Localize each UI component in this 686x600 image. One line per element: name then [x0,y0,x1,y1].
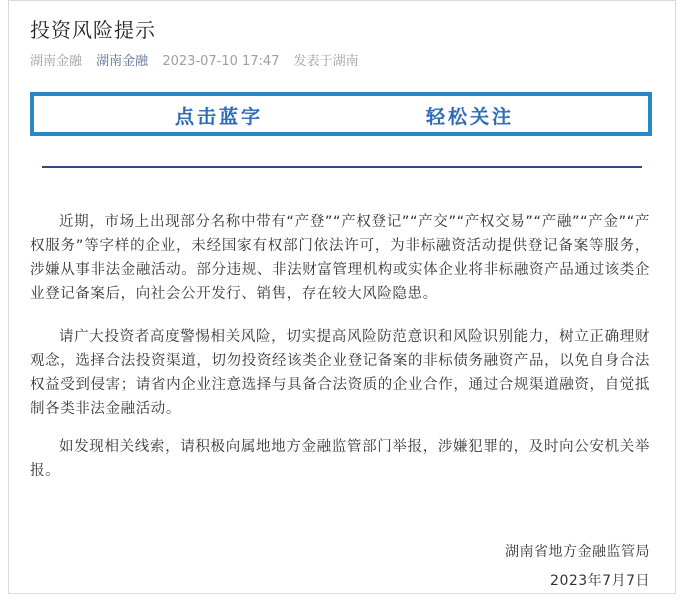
signature-date: 2023年7月7日 [550,573,650,589]
meta-account-link[interactable]: 湖南金融 [96,54,149,69]
paragraph-2: 请广大投资者高度警惕相关风险，切实提高风险防范意识和风险识别能力，树立正确理财观念，选择合法投资渠道，切勿投资经该类企业登记备案的非标债务融资产品，以免自身合法权益受到侵害；请省内企业注意选择与具备合法资质的企业合作，通过合规渠道融资，自觉抵制各类非法金融活动。 [30,329,650,417]
signature-issuer: 湖南省地方金融监管局 [505,544,650,560]
banner-left-text: 点击蓝字 [175,106,264,128]
meta-source: 湖南金融 [30,54,83,69]
paragraph-3: 如发现相关线索，请积极向属地地方金融监管部门举报，涉嫌犯罪的，及时向公安机关举报。 [30,439,650,479]
banner-right-text: 轻松关注 [426,106,515,128]
article-title: 投资风险提示 [30,18,156,42]
article-meta [30,50,369,69]
paragraph-1: 近期，市场上出现部分名称中带有“产登”“产权登记”“产交”“产权交易”“产融”“产金”“产权服务”等字样的企业，未经国家有权部门依法许可，为非标融资活动提供登记备案等服务，涉嫌从事非法金融活动。部分违规、非法财富管理机构或实体企业将非标融资产品通过该类企业登记备案后，向社会公开发行、销售，存在较大风险隐患。 [30,214,650,302]
follow-banner[interactable] [30,92,652,136]
meta-location: 发表于湖南 [293,54,359,69]
divider-rule [42,166,642,168]
meta-datetime: 2023-07-10 17:47 [162,54,280,69]
